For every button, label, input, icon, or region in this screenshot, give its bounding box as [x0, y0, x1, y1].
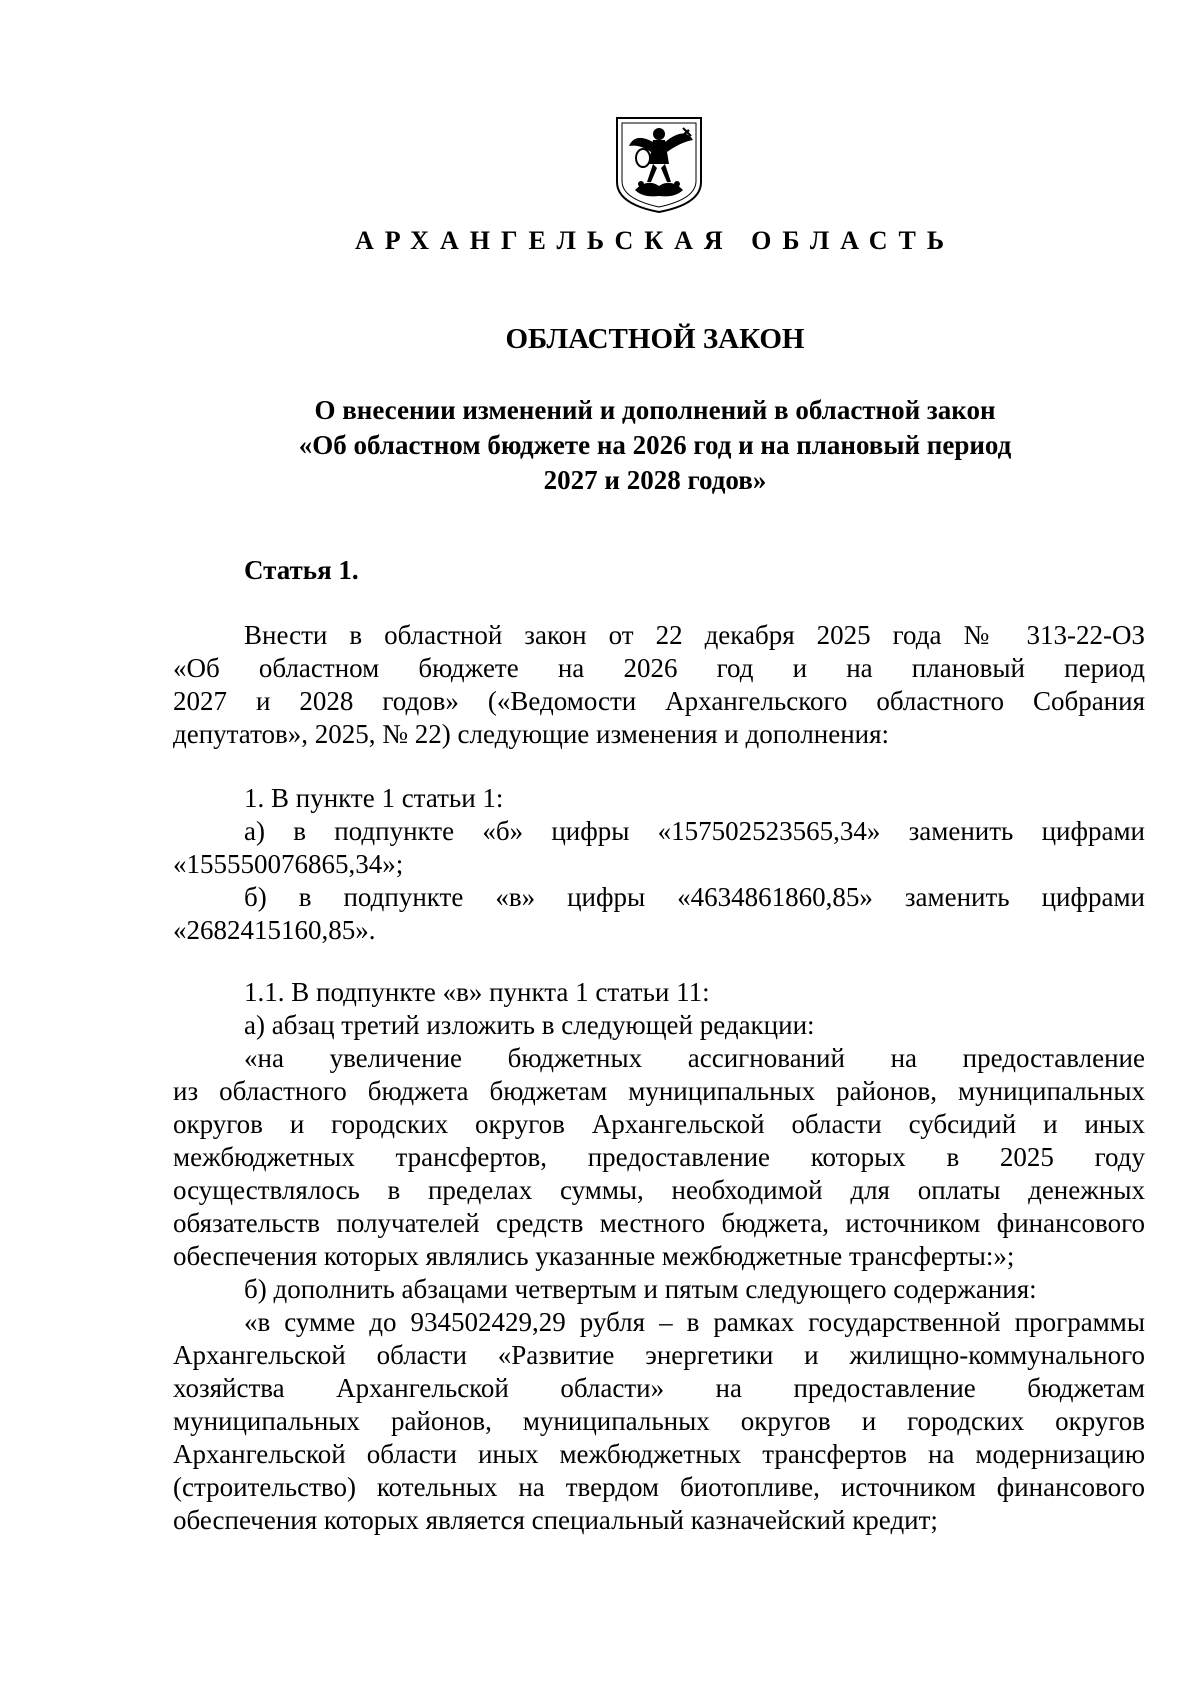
text-line: межбюджетных трансфертов, предоставление которых в 2025 году [173, 1142, 1145, 1172]
text-line: «2682415160,85». [173, 915, 376, 945]
law-title [240, 393, 1070, 498]
region-name: АРХАНГЕЛЬСКАЯ ОБЛАСТЬ [354, 226, 956, 255]
text-line: б) дополнить абзацами четвертым и пятым следующего содержания: [244, 1274, 1037, 1304]
text-line: «155550076865,34»; [173, 849, 404, 879]
article-heading: Статья 1. [244, 555, 359, 585]
text-line: 1.1. В подпункте «в» пункта 1 статьи 11: [244, 977, 710, 1007]
text-line: а) абзац третий изложить в следующей редакции: [244, 1010, 815, 1040]
text-line: депутатов», 2025, № 22) следующие изменения и дополнения: [173, 719, 890, 749]
text-line: «в сумме до 934502429,29 рубля – в рамках государственной программы [244, 1307, 1145, 1337]
text-line: обеспечения которых являлись указанные межбюджетные трансферты:»; [173, 1241, 1015, 1271]
text-line: Внести в областной закон от 22 декабря 2025 года № 313-22-ОЗ [244, 620, 1145, 650]
text-line: осуществлялось в пределах суммы, необходимой для оплаты денежных [173, 1175, 1145, 1205]
text-line: (строительство) котельных на твердом биотопливе, источником финансового [173, 1472, 1145, 1502]
text-line: 1. В пункте 1 статьи 1: [244, 783, 504, 813]
text-line: Архангельской области «Развитие энергетики и жилищно-коммунального [173, 1340, 1145, 1370]
text-line: б) в подпункте «в» цифры «4634861860,85» заменить цифрами [244, 882, 1145, 912]
text-line: из областного бюджета бюджетам муниципальных районов, муниципальных [173, 1076, 1145, 1106]
intro-paragraph [173, 619, 1145, 751]
text-line: округов и городских округов Архангельской области субсидий и иных [173, 1109, 1145, 1139]
text-line: обеспечения которых является специальный казначейский кредит; [173, 1505, 938, 1535]
law-title-line: 2027 и 2028 годов» [543, 465, 767, 495]
text-line: Архангельской области иных межбюджетных трансфертов на модернизацию [173, 1439, 1145, 1469]
text-line: обязательств получателей средств местного бюджета, источником финансового [173, 1208, 1145, 1238]
law-type-heading: ОБЛАСТНОЙ ЗАКОН [505, 323, 805, 355]
text-line: «на увеличение бюджетных ассигнований на предоставление [244, 1043, 1145, 1073]
law-title-line: О внесении изменений и дополнений в областной закон [314, 395, 996, 425]
amendment-item-1 [173, 782, 1145, 947]
text-line: а) в подпункте «б» цифры «157502523565,34» заменить цифрами [244, 816, 1145, 846]
coat-of-arms-icon [613, 112, 705, 216]
text-line: «Об областном бюджете на 2026 год и на плановый период [173, 653, 1145, 683]
law-title-line: «Об областном бюджете на 2026 год и на плановый период [298, 430, 1012, 460]
text-line: 2027 и 2028 годов» («Ведомости Архангельского областного Собрания [173, 686, 1145, 716]
text-line: муниципальных районов, муниципальных округов и городских округов [173, 1406, 1145, 1436]
text-line: хозяйства Архангельской области» на предоставление бюджетам [173, 1373, 1145, 1403]
amendment-item-1-1 [173, 976, 1145, 1537]
